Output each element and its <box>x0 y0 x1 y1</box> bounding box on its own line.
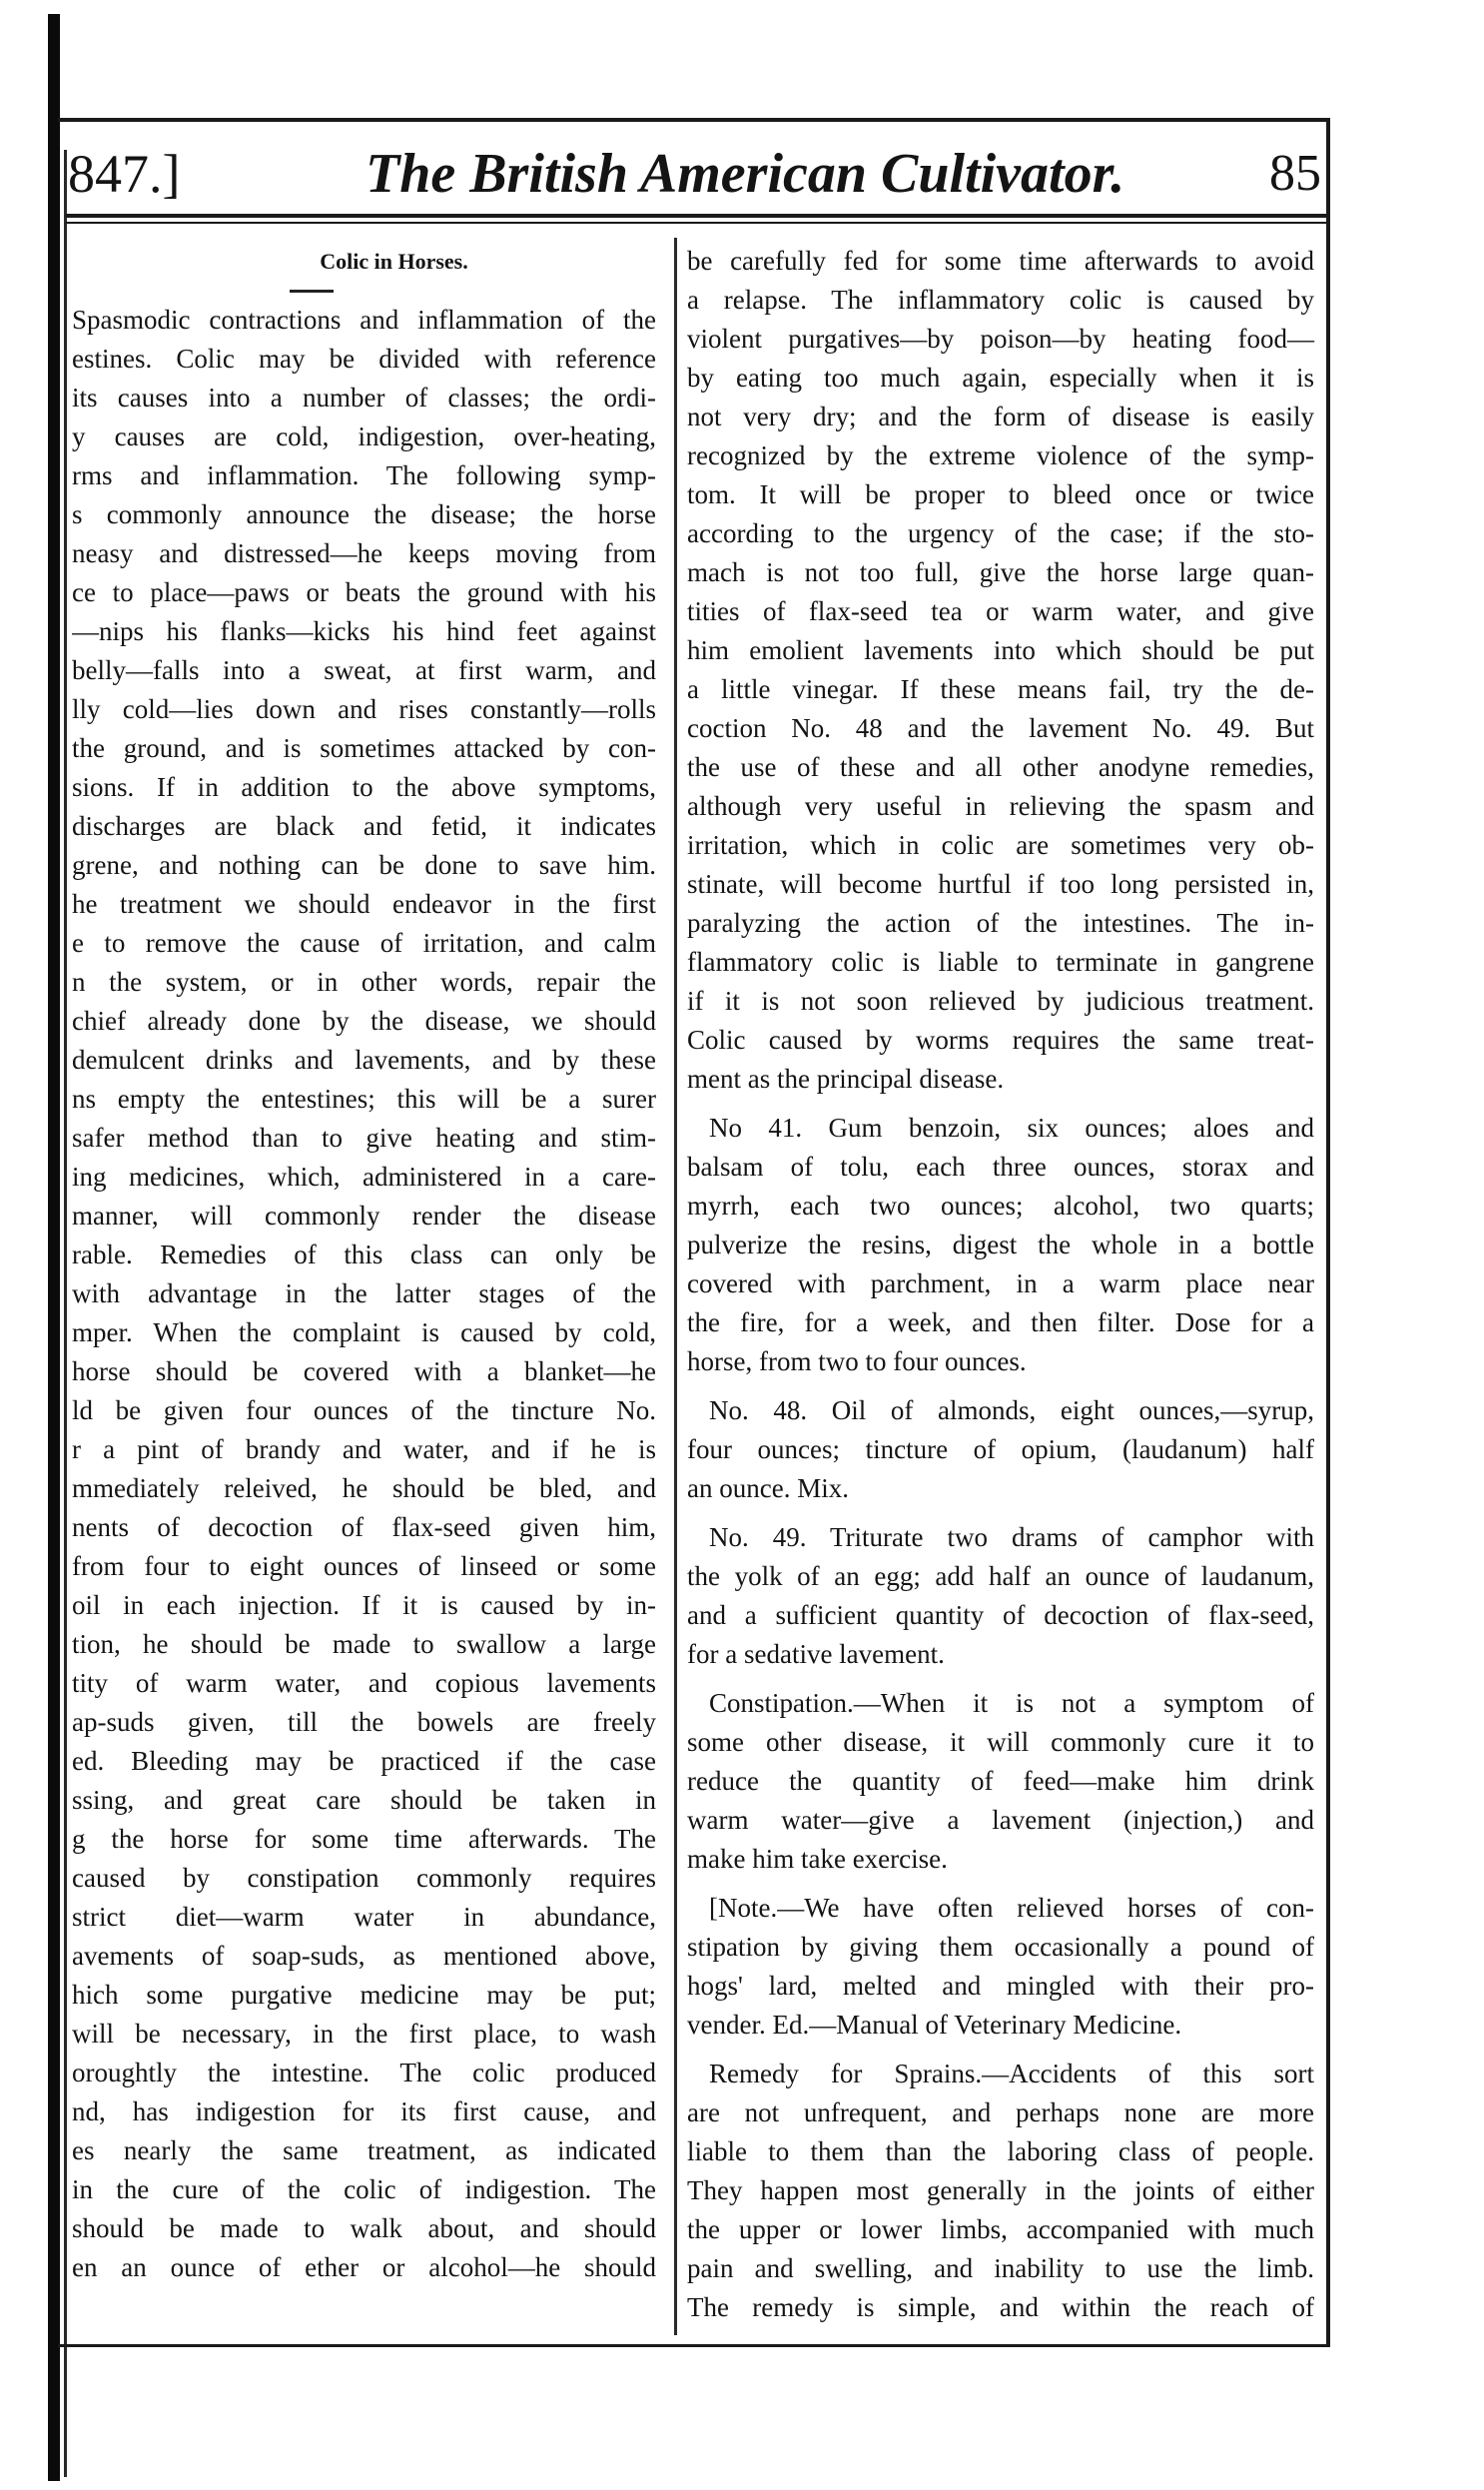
text-line: tion, he should be made to swallow a large <box>72 1629 656 1659</box>
text-line: neasy and distressed—he keeps moving from <box>72 538 656 568</box>
text-line: mper. When the complaint is caused by cold, <box>72 1317 656 1347</box>
paragraph <box>687 1889 1314 2045</box>
right-column-text <box>687 242 1314 2327</box>
text-line: ing medicines, which, administered in a care- <box>72 1162 656 1192</box>
text-line: violent purgatives—by poison—by heating food— <box>687 324 1314 354</box>
text-line: with advantage in the latter stages of the <box>72 1278 656 1308</box>
text-line: balsam of tolu, each three ounces, storax and <box>687 1152 1314 1182</box>
column-separator <box>674 238 677 2335</box>
text-line: safer method than to give heating and stim- <box>72 1123 656 1153</box>
text-line: make him take exercise. <box>687 1844 948 1874</box>
text-line: although very useful in relieving the spasm and <box>687 791 1314 821</box>
page-header <box>68 138 1321 208</box>
text-line: ed. Bleeding may be practiced if the case <box>72 1746 656 1776</box>
text-line: reduce the quantity of feed—make him drink <box>687 1766 1314 1796</box>
text-line: rms and inflammation. The following symp- <box>72 460 656 490</box>
paragraph-gap <box>687 1099 1314 1109</box>
text-line: oil in each injection. If it is caused by in- <box>72 1590 656 1620</box>
text-line: ment as the principal disease. <box>687 1064 1005 1094</box>
text-line: avements of soap-suds, as mentioned above, <box>72 1941 656 1971</box>
text-line: hich some purgative medicine may be put; <box>72 1980 656 2010</box>
text-line: vender. Ed.—Manual of Veterinary Medicine. <box>687 2010 1182 2040</box>
text-line: es nearly the same treatment, as indicated <box>72 2135 656 2165</box>
paragraph <box>687 1391 1314 1508</box>
text-line: chief already done by the disease, we should <box>72 1006 656 1036</box>
text-line: mmediately releived, he should be bled, and <box>72 1473 656 1503</box>
text-line: horse should be covered with a blanket—he <box>72 1356 656 1386</box>
text-line: the upper or lower limbs, accompanied with much <box>687 2214 1314 2244</box>
text-line: Constipation.—When it is not a symptom of <box>709 1688 1314 1718</box>
text-line: sions. If in addition to the above symptoms, <box>72 772 656 802</box>
text-line: r a pint of brandy and water, and if he is <box>72 1434 656 1464</box>
text-line: stipation by giving them occasionally a pound of <box>687 1932 1314 1962</box>
text-line: be carefully fed for some time afterwards to avoid <box>687 246 1314 276</box>
text-line: discharges are black and fetid, it indicates <box>72 811 656 841</box>
text-line: caused by constipation commonly requires <box>72 1863 656 1893</box>
text-line: some other disease, it will commonly cure it to <box>687 1727 1314 1757</box>
text-line: tities of flax-seed tea or warm water, and give <box>687 596 1314 626</box>
paragraph-gap <box>687 1674 1314 1684</box>
text-line: the yolk of an egg; add half an ounce of laudanum, <box>687 1561 1314 1591</box>
paragraph <box>687 1518 1314 1674</box>
text-line: rable. Remedies of this class can only be <box>72 1240 656 1269</box>
text-line: not very dry; and the form of disease is easily <box>687 402 1314 431</box>
text-line: stinate, will become hurtful if too long persisted in, <box>687 869 1314 899</box>
text-line: en an ounce of ether or alcohol—he should <box>72 2252 656 2282</box>
text-line: ld be given four ounces of the tincture No. <box>72 1395 656 1425</box>
header-year: 847.] <box>68 144 181 204</box>
text-line: four ounces; tincture of opium, (laudanum) half <box>687 1434 1314 1464</box>
text-line: myrrh, each two ounces; alcohol, two quarts; <box>687 1191 1314 1221</box>
text-line: the fire, for a week, and then filter. Dose for a <box>687 1307 1314 1337</box>
text-line: if it is not soon relieved by judicious treatment. <box>687 986 1314 1016</box>
text-line: flammatory colic is liable to terminate in gangrene <box>687 947 1314 977</box>
text-line: for a sedative lavement. <box>687 1639 945 1669</box>
text-line: nd, has indigestion for its first cause, and <box>72 2096 656 2126</box>
text-line: by eating too much again, especially when it is <box>687 363 1314 393</box>
text-line: its causes into a number of classes; the ordi- <box>72 383 656 413</box>
title-dash <box>290 290 334 293</box>
header-rule-thin <box>66 222 1326 224</box>
text-line: ce to place—paws or beats the ground with his <box>72 577 656 607</box>
text-line: the use of these and all other anodyne remedies, <box>687 752 1314 782</box>
text-line: No 41. Gum benzoin, six ounces; aloes and <box>709 1113 1314 1143</box>
paragraph <box>687 242 1314 1099</box>
text-line: he treatment we should endeavor in the first <box>72 889 656 919</box>
text-line: g the horse for some time afterwards. The <box>72 1824 656 1854</box>
text-line: No. 48. Oil of almonds, eight ounces,—syrup, <box>709 1395 1314 1425</box>
left-column-text <box>72 301 656 2287</box>
text-line: manner, will commonly render the disease <box>72 1201 656 1231</box>
text-line: ssing, and great care should be taken in <box>72 1785 656 1815</box>
text-line: belly—falls into a sweat, at first warm, and <box>72 655 656 685</box>
paragraph-gap <box>687 2045 1314 2055</box>
text-line: hogs' lard, melted and mingled with their pro- <box>687 1971 1314 2001</box>
text-line: estines. Colic may be divided with reference <box>72 344 656 374</box>
text-line: pulverize the resins, digest the whole in a bottle <box>687 1230 1314 1259</box>
text-line: nents of decoction of flax-seed given him, <box>72 1512 656 1542</box>
text-line: tom. It will be proper to bleed once or twice <box>687 479 1314 509</box>
right-column <box>687 242 1314 2327</box>
text-line: from four to eight ounces of linseed or some <box>72 1551 656 1581</box>
paragraph-gap <box>687 1381 1314 1391</box>
text-line: ap-suds given, till the bowels are freely <box>72 1707 656 1737</box>
header-rule-thick <box>66 214 1326 218</box>
text-line: y causes are cold, indigestion, over-heating, <box>72 421 656 451</box>
text-line: liable to them than the laboring class of people. <box>687 2136 1314 2166</box>
text-line: mach is not too full, give the horse large quan- <box>687 557 1314 587</box>
text-line: will be necessary, in the first place, to wash <box>72 2019 656 2049</box>
text-line: grene, and nothing can be done to save him. <box>72 850 656 880</box>
text-line: according to the urgency of the case; if the sto- <box>687 518 1314 548</box>
text-line: They happen most generally in the joints of either <box>687 2175 1314 2205</box>
text-line: horse, from two to four ounces. <box>687 1346 1027 1376</box>
left-column <box>72 242 656 2287</box>
text-line: Colic caused by worms requires the same treat- <box>687 1025 1314 1055</box>
header-title: The British American Cultivator. <box>366 143 1125 205</box>
page-number: 85 <box>1269 145 1321 202</box>
text-line: in the cure of the colic of indigestion. The <box>72 2174 656 2204</box>
text-line: demulcent drinks and lavements, and by these <box>72 1045 656 1075</box>
paragraph <box>687 2055 1314 2327</box>
paragraph-gap <box>687 1879 1314 1889</box>
text-line: covered with parchment, in a warm place near <box>687 1268 1314 1298</box>
text-line: a relapse. The inflammatory colic is caused by <box>687 285 1314 315</box>
text-line: e to remove the cause of irritation, and calm <box>72 928 656 958</box>
article-title: Colic in Horses. <box>320 249 468 274</box>
text-line: ns empty the entestines; this will be a surer <box>72 1084 656 1114</box>
text-line: him emolient lavements into which should be put <box>687 635 1314 665</box>
text-line: a little vinegar. If these means fail, try the de- <box>687 674 1314 704</box>
text-line: paralyzing the action of the intestines. The in- <box>687 908 1314 938</box>
text-line: lly cold—lies down and rises constantly—rolls <box>72 694 656 724</box>
text-line: [Note.—We have often relieved horses of con- <box>709 1893 1314 1923</box>
text-line: oroughtly the intestine. The colic produced <box>72 2058 656 2087</box>
text-line: and a sufficient quantity of decoction of flax-seed, <box>687 1600 1314 1630</box>
text-line: should be made to walk about, and should <box>72 2213 656 2243</box>
text-line: pain and swelling, and inability to use the limb. <box>687 2253 1314 2283</box>
text-line: irritation, which in colic are sometimes very ob- <box>687 830 1314 860</box>
text-line: Remedy for Sprains.—Accidents of this sort <box>709 2059 1314 2088</box>
text-line: strict diet—warm water in abundance, <box>72 1902 656 1932</box>
text-line: coction No. 48 and the lavement No. 49. But <box>687 713 1314 743</box>
text-line: The remedy is simple, and within the reach of <box>687 2292 1314 2322</box>
text-line: s commonly announce the disease; the horse <box>72 499 656 529</box>
text-line: recognized by the extreme violence of the symp- <box>687 440 1314 470</box>
paragraph <box>687 1109 1314 1381</box>
text-line: warm water—give a lavement (injection,) and <box>687 1805 1314 1835</box>
text-line: No. 49. Triturate two drams of camphor with <box>709 1522 1314 1552</box>
paragraph-gap <box>687 1508 1314 1518</box>
text-line: Spasmodic contractions and inflammation of the <box>72 305 656 335</box>
text-line: tity of warm water, and copious lavements <box>72 1668 656 1698</box>
paragraph <box>687 1684 1314 1879</box>
text-line: —nips his flanks—kicks his hind feet against <box>72 616 656 646</box>
text-line: n the system, or in other words, repair the <box>72 967 656 997</box>
text-line: the ground, and is sometimes attacked by con- <box>72 733 656 763</box>
text-line: are not unfrequent, and perhaps none are more <box>687 2097 1314 2127</box>
text-line: an ounce. Mix. <box>687 1473 849 1503</box>
